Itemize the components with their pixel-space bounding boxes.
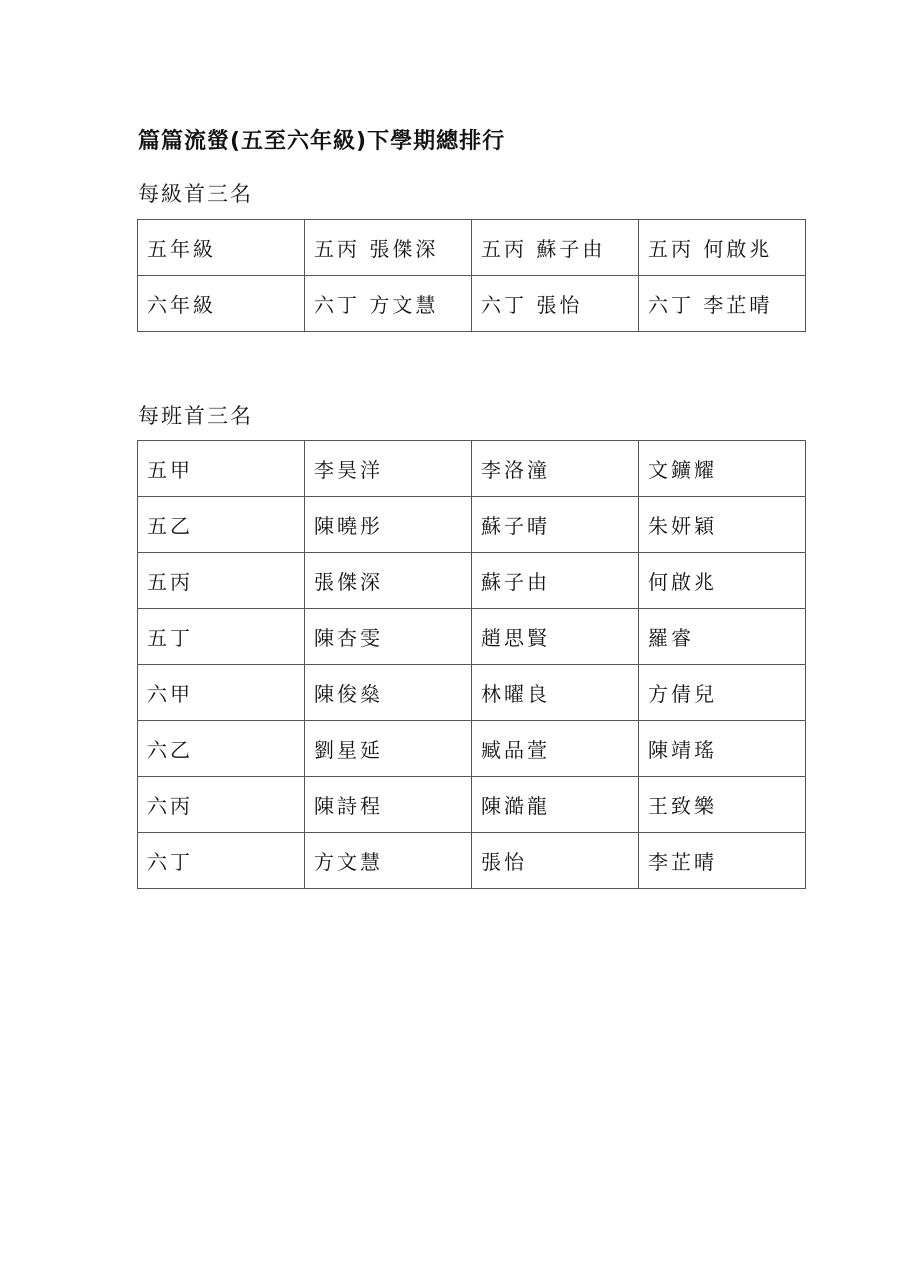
student-cell: 王致樂 xyxy=(639,777,806,833)
student-cell: 方倩兒 xyxy=(639,665,806,721)
table-row xyxy=(138,721,806,777)
student-cell: 六丁 張怡 xyxy=(472,276,639,332)
student-cell: 何啟兆 xyxy=(639,553,806,609)
student-cell: 羅睿 xyxy=(639,609,806,665)
student-cell: 張怡 xyxy=(472,833,639,889)
table-row xyxy=(138,441,806,497)
student-cell: 李洛潼 xyxy=(472,441,639,497)
grade-top-three-heading: 每級首三名 xyxy=(138,182,253,206)
student-cell: 五丙 蘇子由 xyxy=(472,220,639,276)
row-label-cell: 六甲 xyxy=(138,665,305,721)
student-cell: 張傑深 xyxy=(305,553,472,609)
student-cell: 林曜良 xyxy=(472,665,639,721)
student-cell: 趙思賢 xyxy=(472,609,639,665)
student-cell: 陳杏雯 xyxy=(305,609,472,665)
table-row xyxy=(138,276,806,332)
student-cell: 方文慧 xyxy=(305,833,472,889)
student-cell: 李芷晴 xyxy=(639,833,806,889)
student-cell: 陳靖瑤 xyxy=(639,721,806,777)
table-row xyxy=(138,665,806,721)
student-cell: 六丁 李芷晴 xyxy=(639,276,806,332)
row-label-cell: 六乙 xyxy=(138,721,305,777)
student-cell: 劉星延 xyxy=(305,721,472,777)
row-label-cell: 五丙 xyxy=(138,553,305,609)
row-label-cell: 六丁 xyxy=(138,833,305,889)
student-cell: 陳澔龍 xyxy=(472,777,639,833)
table-row xyxy=(138,833,806,889)
student-cell: 六丁 方文慧 xyxy=(305,276,472,332)
student-cell: 陳俊燊 xyxy=(305,665,472,721)
row-label-cell: 六年級 xyxy=(138,276,305,332)
student-cell: 文鑛耀 xyxy=(639,441,806,497)
table-row xyxy=(138,777,806,833)
student-cell: 陳詩程 xyxy=(305,777,472,833)
row-label-cell: 六丙 xyxy=(138,777,305,833)
row-label-cell: 五丁 xyxy=(138,609,305,665)
row-label-cell: 五甲 xyxy=(138,441,305,497)
student-cell: 蘇子晴 xyxy=(472,497,639,553)
row-label-cell: 五年級 xyxy=(138,220,305,276)
student-cell: 朱妍穎 xyxy=(639,497,806,553)
student-cell: 五丙 張傑深 xyxy=(305,220,472,276)
grade-ranking-table xyxy=(137,219,806,332)
student-cell: 李昊洋 xyxy=(305,441,472,497)
row-label-cell: 五乙 xyxy=(138,497,305,553)
student-cell: 五丙 何啟兆 xyxy=(639,220,806,276)
student-cell: 臧品萱 xyxy=(472,721,639,777)
student-cell: 陳曉彤 xyxy=(305,497,472,553)
table-row xyxy=(138,220,806,276)
class-top-three-heading: 每班首三名 xyxy=(138,404,253,428)
student-cell: 蘇子由 xyxy=(472,553,639,609)
table-row xyxy=(138,609,806,665)
table-row xyxy=(138,497,806,553)
class-ranking-table xyxy=(137,440,806,889)
table-row xyxy=(138,553,806,609)
page-title: 篇篇流螢(五至六年級)下學期總排行 xyxy=(138,129,506,154)
